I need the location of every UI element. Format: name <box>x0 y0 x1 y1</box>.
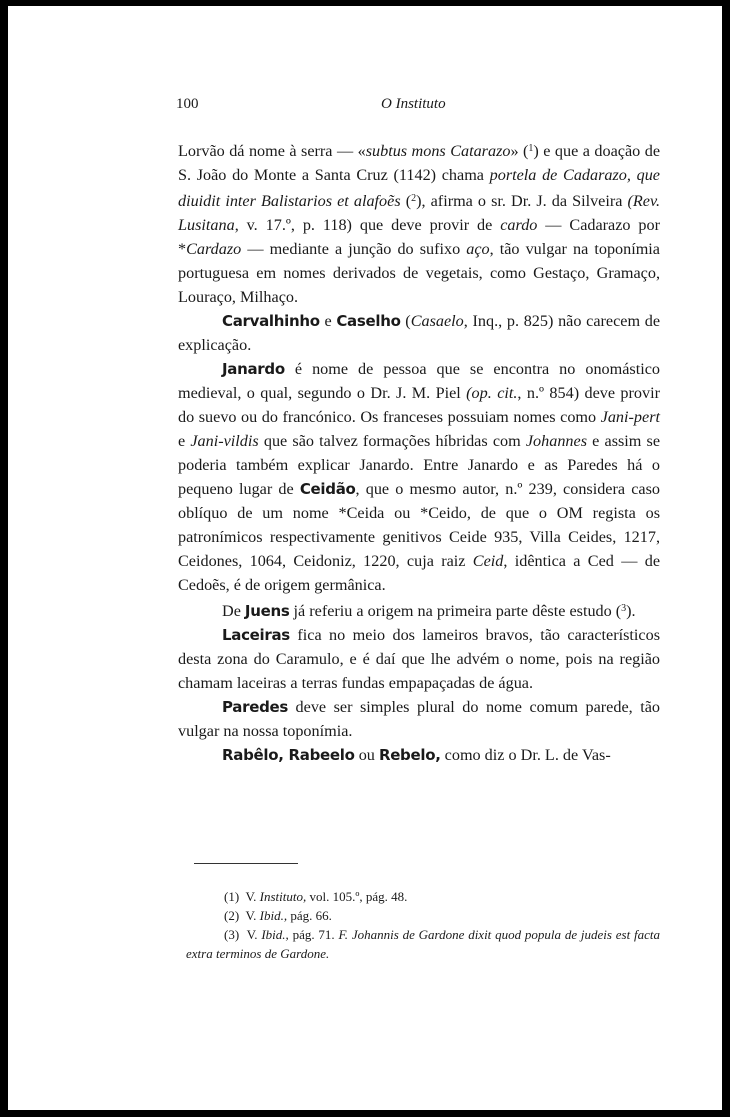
paragraph-carvalhinho: Carvalhinho e Caselho (Casaelo, Inq., p. 825) não carecem de explicação. <box>178 312 661 354</box>
paragraph-janardo: Janardo é nome de pessoa que se encontra no onomástico medieval, o qual, segundo o Dr. J. M. Piel (op. cit., n.º 854) deve provir do suevo ou do francónico. Os franceses possuiam nomes como Jani-pert e Jani-vildis que são talvez formações híbridas com Johannes e assim se poderia também explicar Janardo. Entre Janardo e as Paredes há o pequeno lugar de Ceidão, que o mesmo autor, n.º 239, considera caso oblíquo de um nome *Ceida ou *Ceido, de que o OM regista os patronímicos respectivamente genitivos Ceide 935, Villa Ceides, 1217, Ceidones, 1064, Ceidoniz, 1220, cuja raiz Ceid, idêntica a Ced — de Cedoẽs, é de origem germânica. <box>178 360 661 594</box>
footnote-ref-1: 1 <box>528 143 534 154</box>
page-number: 100 <box>176 96 199 112</box>
footnote-ref-3: 3 <box>621 603 627 614</box>
body-text <box>178 137 660 767</box>
place-name: Janardo <box>222 360 285 378</box>
paragraph-juens: De Juens já referiu a origem na primeira parte dêste estudo ($^3$). <box>222 602 636 620</box>
place-name: Paredes <box>222 698 289 716</box>
paragraph-rabelo: Rabêlo, Rabeelo ou Rebelo, como diz o Dr. L. de Vas- <box>222 746 611 764</box>
place-name: Juens <box>244 602 290 620</box>
footnote-divider <box>194 863 298 864</box>
footnote-2: (2) V. Ibid., pág. 66. <box>224 908 332 923</box>
place-name: Caselho <box>336 312 401 330</box>
place-name: Ceidão <box>299 480 356 498</box>
footnotes <box>186 887 660 963</box>
footnote-3: (3) V. Ibid., pág. 71. F. Johannis de Gardone dixit quod popula de judeis est facta extra terminos de Gardone. <box>186 927 661 961</box>
place-name: Carvalhinho <box>222 312 320 330</box>
running-title: O Instituto <box>381 96 446 112</box>
place-name: Rebelo, <box>378 746 441 764</box>
place-name: Laceiras <box>222 626 290 644</box>
paragraph-laceiras: Laceiras fica no meio dos lameiros bravos, tão característicos desta zona do Caramulo, e é daí que lhe advém o nome, pois na região chamam laceiras a terras fundas empapaçadas de água. <box>178 626 660 692</box>
paragraph-paredes: Paredes deve ser simples plural do nome comum parede, tão vulgar na nossa toponímia. <box>178 698 660 740</box>
footnote-1: (1) V. Instituto, vol. 105.º, pág. 48. <box>224 889 408 904</box>
place-name: Rabêlo, Rabeelo <box>222 746 355 764</box>
running-header <box>176 96 662 120</box>
page <box>8 6 722 1110</box>
paragraph-lorvao: Lorvão dá nome à serra — «subtus mons Catarazo» ($^1$) e que a doação de S. João do Monte a Santa Cruz (1142) chama portela de Cadarazo, que diuidit inter Balistarios et alafoẽs ($^2$), afirma o sr. Dr. J. da Silveira (Rev. Lusitana, v. 17.º, p. 118) que deve provir de cardo — Cadarazo por *Cardazo — mediante a junção do sufixo aço, tão vulgar na toponímia portuguesa em nomes derivados de vegetais, como Gestaço, Gramaço, Louraço, Milhaço. <box>178 142 661 306</box>
footnote-ref-2: 2 <box>411 193 417 204</box>
